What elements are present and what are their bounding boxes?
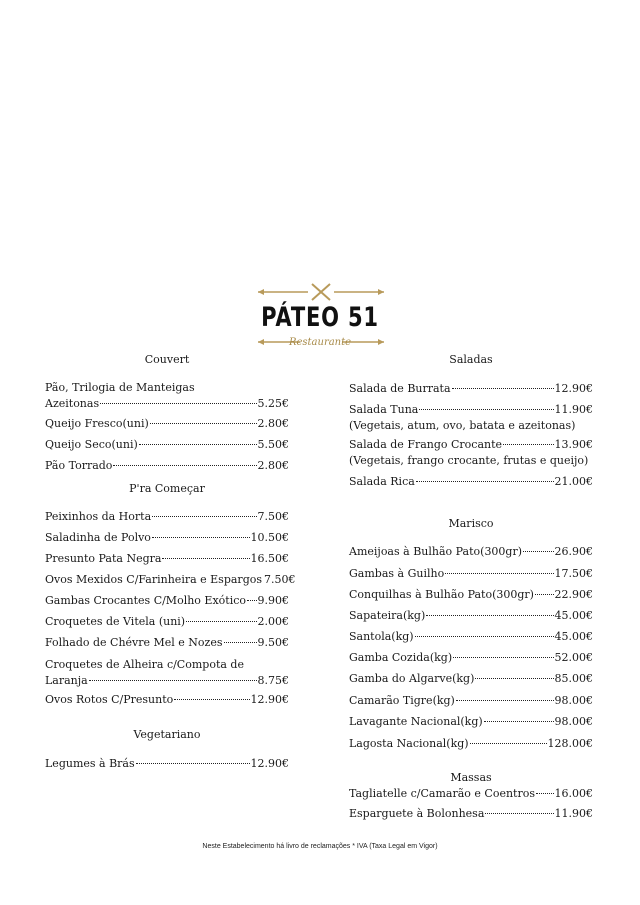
dot-leader xyxy=(523,551,553,552)
dot-leader xyxy=(89,680,257,681)
menu-item xyxy=(349,629,593,645)
menu-item xyxy=(349,650,593,666)
item-name: Peixinhos da Horta xyxy=(45,510,152,523)
dot-leader xyxy=(139,444,257,445)
item-price: 85.00€ xyxy=(554,672,593,685)
menu-item xyxy=(45,614,289,630)
dot-leader xyxy=(136,763,250,764)
item-price: 8.75€ xyxy=(257,674,289,687)
item-name: Queijo Seco(uni) xyxy=(45,438,138,451)
footer-legal-note: Neste Estabelecimento há livro de reclamações * IVA (Taxa Legal em Vigor) xyxy=(202,843,438,850)
menu-item xyxy=(349,671,593,687)
menu-item xyxy=(349,381,593,397)
item-name: Camarão Tigre(kg) xyxy=(349,694,455,707)
menu-item xyxy=(349,786,593,802)
dot-leader xyxy=(152,537,250,538)
menu-item xyxy=(349,587,593,603)
item-name: Esparguete à Bolonhesa xyxy=(349,807,485,820)
section-title-couvert: Couvert xyxy=(144,353,190,366)
menu-right-column xyxy=(349,0,593,905)
section-title-vegetariano: Vegetariano xyxy=(133,728,201,741)
dot-leader xyxy=(456,700,554,701)
item-name: Gamba Cozida(kg) xyxy=(349,651,453,664)
item-name: Folhado de Chévre Mel e Nozes xyxy=(45,636,223,649)
dot-leader xyxy=(113,465,256,466)
menu-item xyxy=(45,380,289,412)
dot-leader xyxy=(415,636,554,637)
menu-item xyxy=(349,566,593,582)
dot-leader xyxy=(186,621,256,622)
menu-item xyxy=(45,657,289,689)
item-name: Ovos Rotos C/Presunto xyxy=(45,693,174,706)
section-title-comecar: P'ra Começar xyxy=(129,482,205,495)
dot-leader xyxy=(453,657,553,658)
item-description: (Vegetais, frango crocante, frutas e queijo) xyxy=(349,454,589,467)
dot-leader xyxy=(162,558,249,559)
menu-item xyxy=(45,551,289,567)
item-price: 9.50€ xyxy=(257,636,289,649)
item-price: 2.00€ xyxy=(257,615,289,628)
section-title-marisco: Marisco xyxy=(448,517,494,530)
item-name-line: Pão, Trilogia de Manteigas xyxy=(45,381,195,394)
item-name: Gambas à Guilho xyxy=(349,567,445,580)
menu-left-column xyxy=(45,0,296,905)
dot-leader xyxy=(485,813,553,814)
dot-leader xyxy=(535,594,554,595)
item-name: Conquilhas à Bulhão Pato(300gr) xyxy=(349,588,534,601)
dot-leader xyxy=(416,481,554,482)
item-price: 13.90€ xyxy=(554,438,593,451)
item-price: 17.50€ xyxy=(554,567,593,580)
dot-leader xyxy=(100,403,256,404)
item-name: Pão Torrado xyxy=(45,459,113,472)
dot-leader xyxy=(152,516,256,517)
menu-item xyxy=(349,714,593,730)
menu-item xyxy=(349,693,593,709)
item-price: 5.50€ xyxy=(257,438,289,451)
section-title-saladas: Saladas xyxy=(449,353,493,366)
menu-item xyxy=(45,416,289,432)
item-name-line: Croquetes de Alheira c/Compota de xyxy=(45,658,244,671)
item-name: Salada de Frango Crocante xyxy=(349,438,503,451)
item-price: 128.00€ xyxy=(547,737,593,750)
item-name: Legumes à Brás xyxy=(45,757,135,770)
menu-item xyxy=(45,593,289,609)
item-name: Ovos Mexidos C/Farinheira e Espargos xyxy=(45,573,262,586)
menu-item xyxy=(349,402,593,434)
item-price: 16.00€ xyxy=(554,787,593,800)
item-name: Salada Tuna xyxy=(349,403,419,416)
dot-leader xyxy=(452,388,554,389)
dot-leader xyxy=(224,642,257,643)
dot-leader xyxy=(426,615,553,616)
item-name: Croquetes de Vitela (uni) xyxy=(45,615,186,628)
item-description: (Vegetais, atum, ovo, batata e azeitonas) xyxy=(349,419,576,432)
item-name: Sapateira(kg) xyxy=(349,609,426,622)
item-price: 7.50€ xyxy=(257,510,289,523)
item-name: Laranja xyxy=(45,674,88,687)
item-price: 22.90€ xyxy=(554,588,593,601)
restaurant-name: PÁTEO 51 xyxy=(261,302,379,333)
item-price: 12.90€ xyxy=(554,382,593,395)
item-price: 21.00€ xyxy=(554,475,593,488)
item-name: Queijo Fresco(uni) xyxy=(45,417,149,430)
item-price: 2.80€ xyxy=(257,417,289,430)
dot-leader xyxy=(174,699,249,700)
item-name: Azeitonas xyxy=(45,397,100,410)
item-name: Salada Rica xyxy=(349,475,415,488)
item-price: 2.80€ xyxy=(257,459,289,472)
item-price: 11.90€ xyxy=(554,403,593,416)
dot-leader xyxy=(484,721,554,722)
item-name: Santola(kg) xyxy=(349,630,414,643)
menu-item xyxy=(349,608,593,624)
menu-item xyxy=(45,756,289,772)
dot-leader xyxy=(470,743,547,744)
menu-item xyxy=(349,544,593,560)
item-price: 5.25€ xyxy=(257,397,289,410)
item-price: 45.00€ xyxy=(554,609,593,622)
restaurant-tagline: Restaurante xyxy=(288,337,352,348)
item-name: Presunto Pata Negra xyxy=(45,552,162,565)
dot-leader xyxy=(536,793,553,794)
menu-item xyxy=(45,437,289,453)
menu-item xyxy=(349,806,593,822)
section-title-massas: Massas xyxy=(450,771,492,784)
menu-item xyxy=(45,458,289,474)
item-name: Ameijoas à Bulhão Pato(300gr) xyxy=(349,545,523,558)
menu-item xyxy=(349,474,593,490)
dot-leader xyxy=(419,409,553,410)
item-price: 7.50€ xyxy=(264,573,296,586)
item-price: 26.90€ xyxy=(554,545,593,558)
item-name: Saladinha de Polvo xyxy=(45,531,151,544)
item-price: 45.00€ xyxy=(554,630,593,643)
menu-item xyxy=(349,736,593,752)
item-price: 52.00€ xyxy=(554,651,593,664)
menu-item xyxy=(45,509,289,525)
item-price: 98.00€ xyxy=(554,694,593,707)
item-price: 12.90€ xyxy=(250,757,289,770)
item-price: 16.50€ xyxy=(250,552,289,565)
dot-leader xyxy=(503,444,553,445)
menu-item xyxy=(349,437,593,469)
menu-item xyxy=(45,530,289,546)
dot-leader xyxy=(150,423,257,424)
item-name: Gamba do Algarve(kg) xyxy=(349,672,475,685)
menu-item xyxy=(45,572,296,588)
item-price: 12.90€ xyxy=(250,693,289,706)
dot-leader xyxy=(445,573,553,574)
item-price: 10.50€ xyxy=(250,531,289,544)
item-name: Gambas Crocantes C/Molho Exótico xyxy=(45,594,246,607)
item-name: Lagosta Nacional(kg) xyxy=(349,737,469,750)
dot-leader xyxy=(475,678,553,679)
item-price: 9.90€ xyxy=(257,594,289,607)
item-price: 98.00€ xyxy=(554,715,593,728)
menu-item xyxy=(45,635,289,651)
item-name: Salada de Burrata xyxy=(349,382,451,395)
menu-item xyxy=(45,692,289,708)
item-name: Tagliatelle c/Camarão e Coentros xyxy=(349,787,536,800)
item-price: 11.90€ xyxy=(554,807,593,820)
dot-leader xyxy=(247,600,257,601)
item-name: Lavagante Nacional(kg) xyxy=(349,715,483,728)
